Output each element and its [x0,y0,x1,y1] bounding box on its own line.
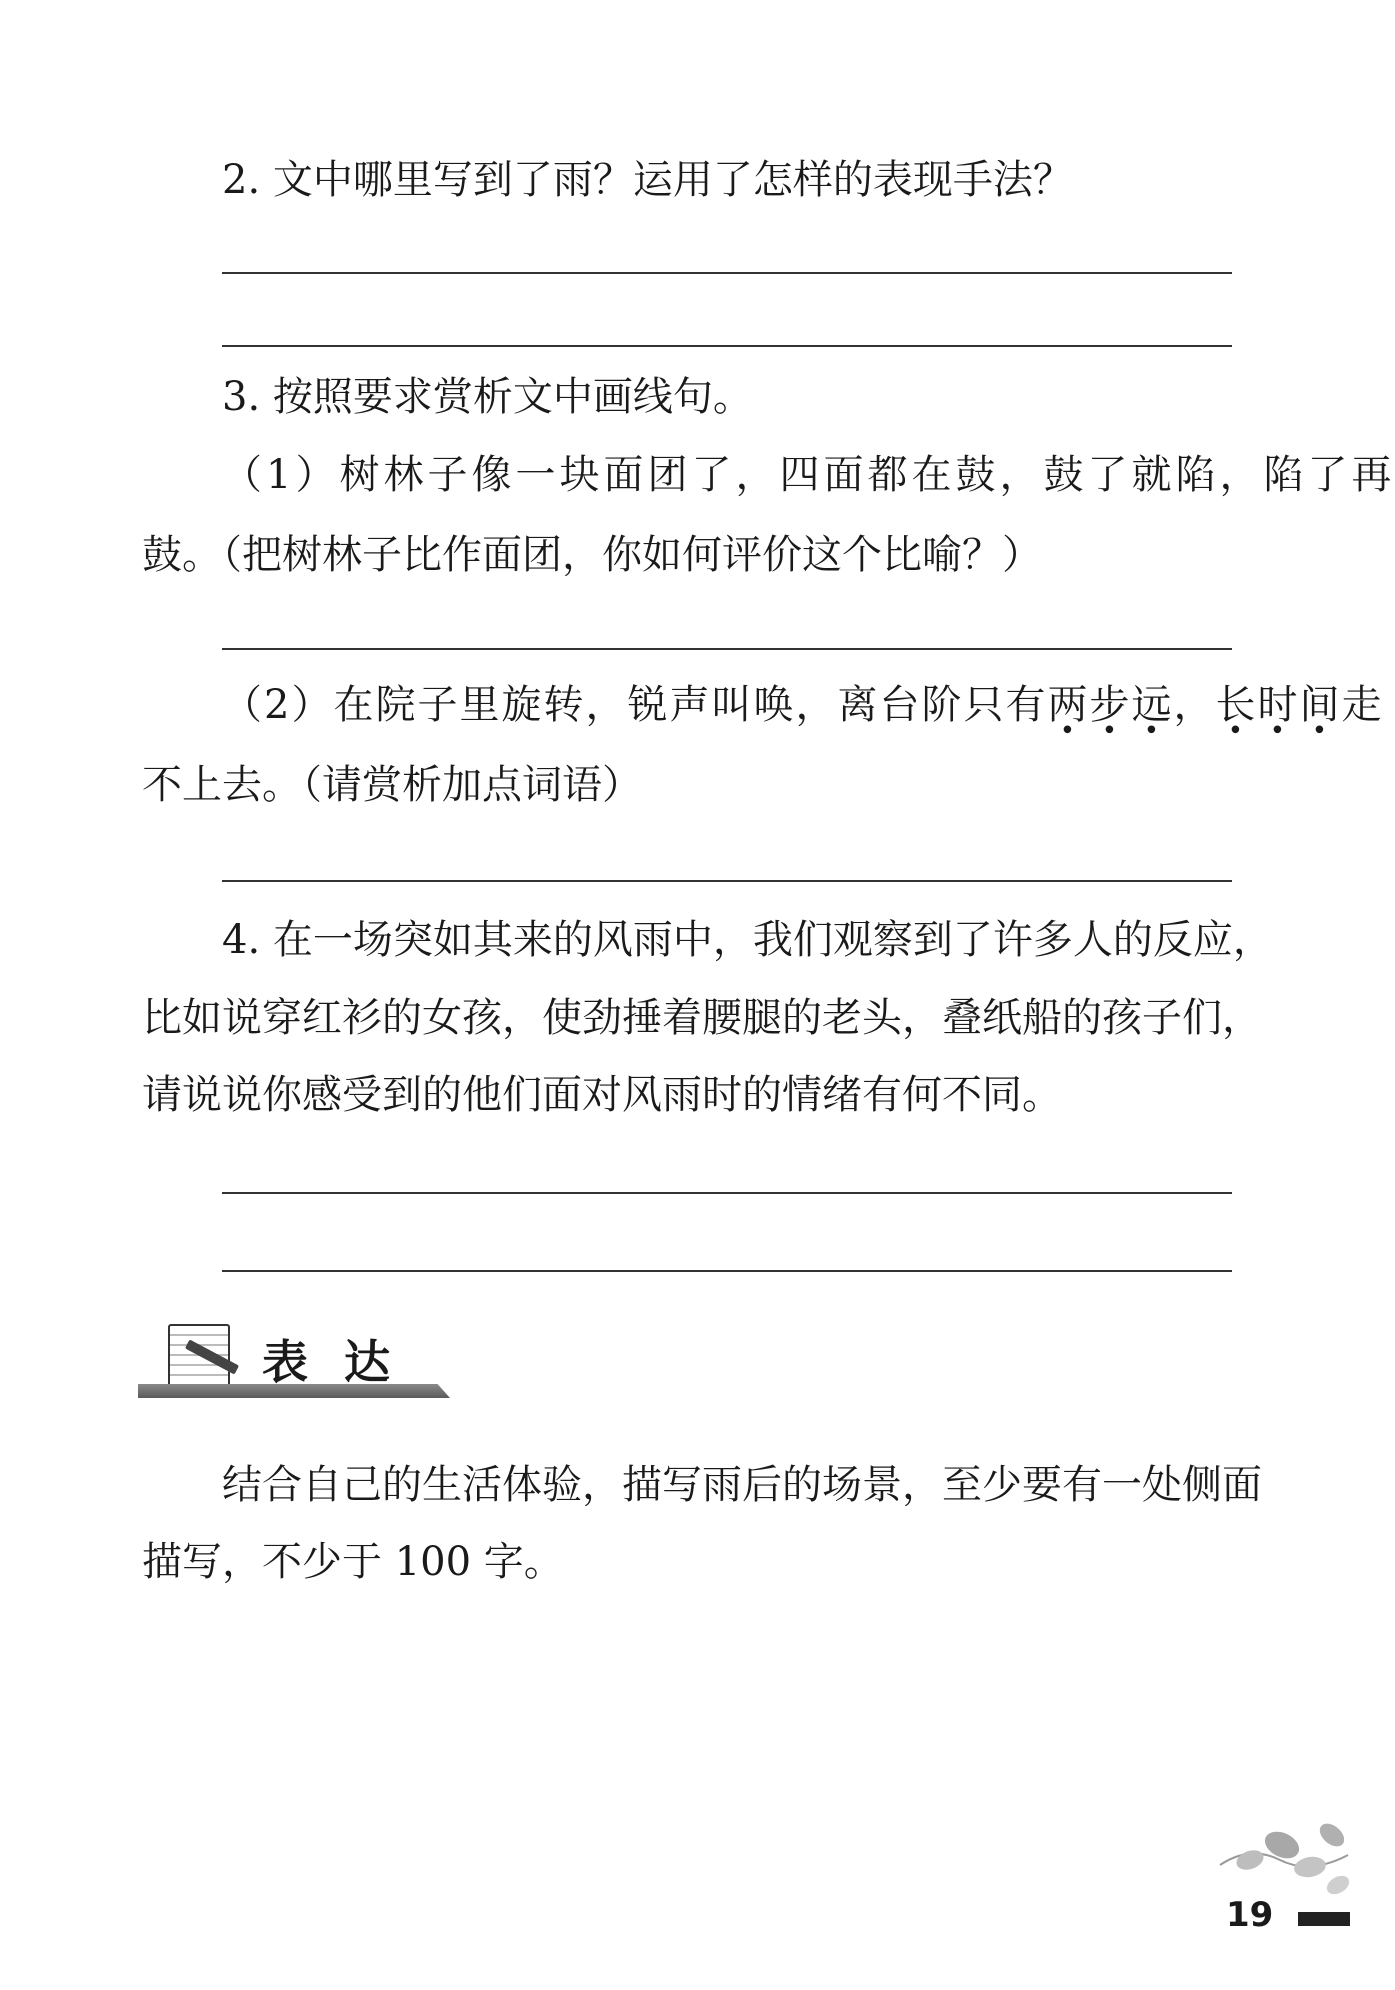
q3-sub2-line1 [222,680,1384,730]
q2-prompt: 2. 文中哪里写到了雨？运用了怎样的表现手法？ [222,157,1073,203]
section-title: 表达 [262,1335,426,1389]
answer-line[interactable] [222,880,1232,882]
dotted-char: 两 [1047,682,1090,728]
q3-sub1-line1: （1）树林子像一块面团了，四面都在鼓，鼓了就陷，陷了再 [222,452,1395,498]
page-number: 19 [1226,1895,1274,1935]
q3-sub2-text-before: （2）在院子里旋转，锐声叫唤，离台阶只有 [222,682,1048,728]
page-number-bar [1298,1912,1350,1926]
dotted-char: 步 [1089,682,1132,728]
dotted-char: 间 [1299,682,1342,728]
answer-line[interactable] [222,1192,1232,1194]
expression-prompt-line1: 结合自己的生活体验，描写雨后的场景，至少要有一处侧面 [222,1462,1262,1508]
section-header [138,1322,458,1402]
answer-line[interactable] [222,345,1232,347]
q3-sub1-line2: 鼓。（把树林子比作面团，你如何评价这个比喻？） [142,532,1042,578]
q3-sub2-line2: 不上去。（请赏析加点词语） [142,762,642,808]
answer-line[interactable] [222,1270,1232,1272]
dotted-char: 时 [1257,682,1300,728]
answer-line[interactable] [222,272,1232,274]
q3-sub2-text-after: 走 [1341,682,1384,728]
expression-prompt-line2: 描写，不少于 100 字。 [142,1539,564,1585]
dotted-char: 远 [1131,682,1174,728]
dotted-char: 长 [1215,682,1258,728]
q4-line1: 4. 在一场突如其来的风雨中，我们观察到了许多人的反应， [222,917,1273,963]
q4-line2: 比如说穿红衫的女孩，使劲捶着腰腿的老头，叠纸船的孩子们， [142,995,1262,1041]
q3-prompt: 3. 按照要求赏析文中画线句。 [222,374,753,420]
answer-line[interactable] [222,648,1232,650]
q3-sub2-comma: ， [1173,682,1216,728]
q4-line3: 请说说你感受到的他们面对风雨时的情绪有何不同。 [142,1072,1062,1118]
